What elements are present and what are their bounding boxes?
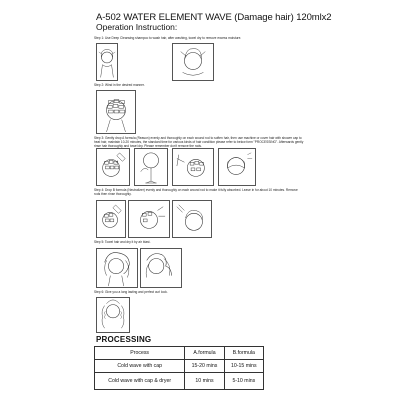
step-5-text: Step 5: Towel hair and dry it by air blast. (94, 240, 151, 244)
processing-title: PROCESSING (96, 335, 152, 344)
step-2-text: Step 2: Wind in the desired manner. (94, 83, 145, 87)
instruction-sheet (88, 8, 332, 394)
cell-process: Cold wave with cap (95, 360, 185, 373)
step-6-text: Step 6: Give you a long lasting and perfect curl look. (94, 290, 168, 294)
table-row (95, 373, 264, 390)
neutralizer-illustration (96, 200, 126, 238)
page-title: A-502 WATER ELEMENT WAVE (Damage hair) 120mlx2 (96, 12, 332, 23)
rinsing-illustration (172, 148, 214, 186)
applying-lotion-illustration (96, 148, 130, 186)
page-subtitle: Operation Instruction: (96, 22, 178, 32)
cell-b: 5-10 mins (224, 373, 263, 390)
cell-process: Cold wave with cap & dryer (95, 373, 185, 390)
towel-dry-illustration (218, 148, 256, 186)
heating-machine-illustration (134, 148, 168, 186)
header-a-formula: A.formula (185, 347, 224, 360)
towel-hair-illustration (96, 248, 138, 288)
header-process: Process (95, 347, 185, 360)
curly-hair-result-illustration (96, 297, 130, 333)
shampoo-wash-illustration-2 (172, 43, 214, 81)
cell-a: 15-20 mins (185, 360, 224, 373)
cell-b: 10-15 mins (224, 360, 263, 373)
processing-table (94, 346, 264, 390)
rinse-illustration (172, 200, 212, 238)
table-header-row (95, 347, 264, 360)
header-b-formula: B.formula (224, 347, 263, 360)
step-3-text: Step 3: Gently drop A formula (Reason) evenly and thoroughly on each wound rod to soften hair, then use machine or cover hair with shower cap to heat hair, maintain 10-20 minutes, the standard time for various kinds of hair condition please refer to below form "PROCESSING". Afterwards gently rinse hair thoroughly and towel dry. Please remember don't remove the rods. (94, 136, 304, 148)
table-row (95, 360, 264, 373)
winding-rods-illustration (96, 90, 136, 134)
removing-rods-illustration (128, 200, 170, 238)
shampoo-wash-illustration (96, 43, 118, 81)
cell-a: 10 mins (185, 373, 224, 390)
step-1-text: Step 1: Use Deep Cleansing shampoo to wash hair, after washing, towel dry to remove excess moisture. (94, 36, 242, 40)
blow-dry-illustration (140, 248, 182, 288)
step-4-text: Step 4: Drop B formula (Neutralizer) evenly and thoroughly on each wound rod to make it fully absorbed. Leave in for about 10 minutes. Remove rods then rinse thoroughly. (94, 188, 298, 196)
